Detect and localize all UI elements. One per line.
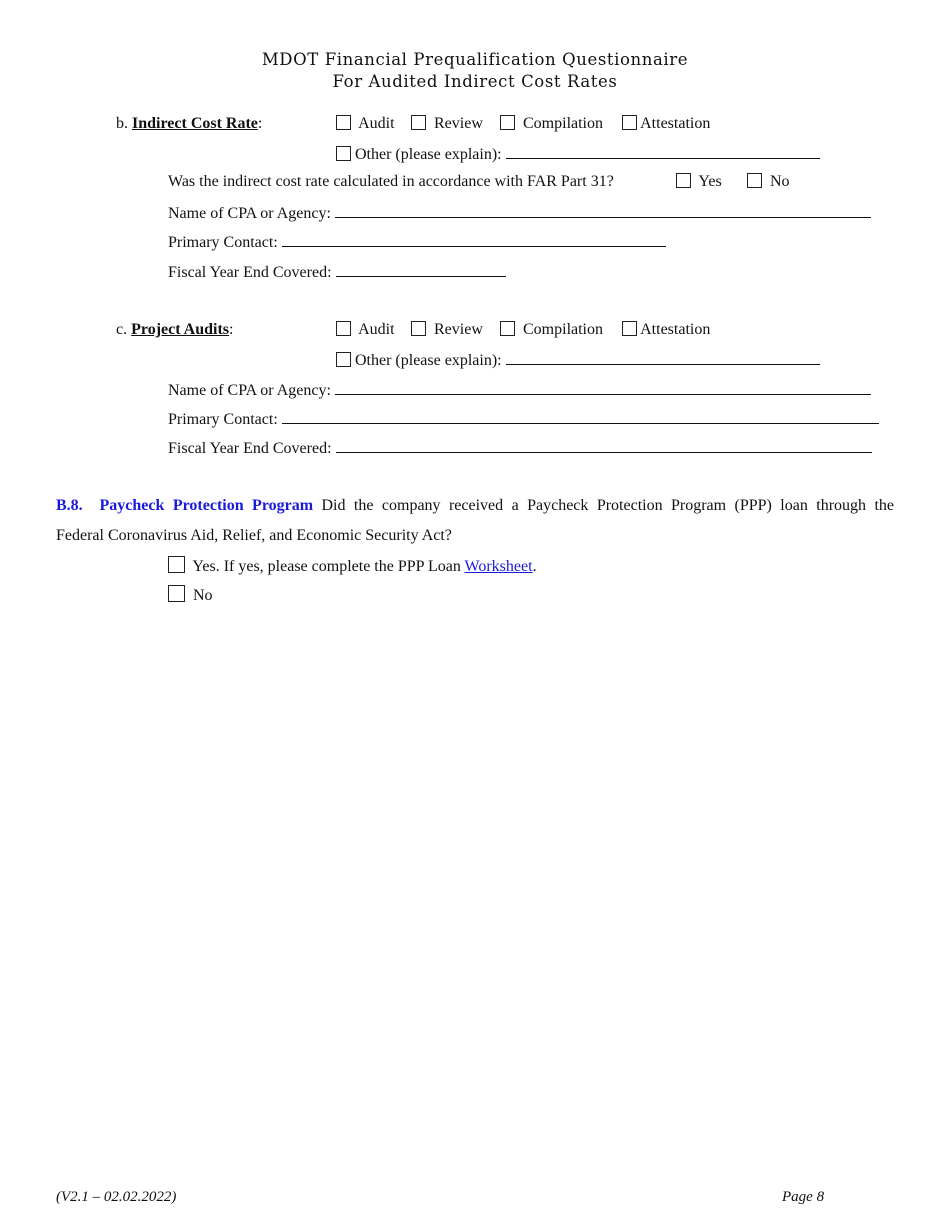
option-label: Attestation xyxy=(640,115,711,132)
section-c-label: Project Audits xyxy=(131,321,230,338)
section-c-option-review[interactable] xyxy=(411,321,483,339)
b8-question-line1 xyxy=(56,497,894,515)
option-label: Review xyxy=(434,321,483,338)
field-label: Fiscal Year End Covered: xyxy=(168,440,332,457)
b8-no-option[interactable] xyxy=(168,585,213,605)
checkbox[interactable] xyxy=(336,146,351,161)
checkbox[interactable] xyxy=(411,321,426,336)
checkbox[interactable] xyxy=(336,352,351,367)
option-label: Review xyxy=(434,115,483,132)
option-label: Audit xyxy=(358,115,395,132)
option-label: Yes. If yes, please complete the PPP Loan xyxy=(192,558,461,575)
checkbox[interactable] xyxy=(622,321,637,336)
checkbox[interactable] xyxy=(622,115,637,130)
checkbox[interactable] xyxy=(168,585,185,602)
primary-contact-field[interactable] xyxy=(282,232,666,247)
section-c-option-attestation[interactable] xyxy=(622,321,710,339)
checkbox[interactable] xyxy=(676,173,691,188)
section-b-option-review[interactable] xyxy=(411,115,483,133)
section-b-option-compilation[interactable] xyxy=(500,115,603,133)
cpa-agency-field[interactable] xyxy=(335,380,871,395)
option-label: Yes xyxy=(698,173,722,190)
checkbox[interactable] xyxy=(411,115,426,130)
section-b-option-attestation[interactable] xyxy=(622,115,710,133)
field-label: Name of CPA or Agency: xyxy=(168,205,331,222)
section-c-contact-row xyxy=(168,409,879,429)
section-c-cpa-row xyxy=(168,380,871,400)
section-b-option-audit[interactable] xyxy=(336,115,395,133)
checkbox[interactable] xyxy=(168,556,185,573)
section-b-prefix: b. xyxy=(116,115,128,132)
section-c-fiscal-row xyxy=(168,438,872,458)
other-explain-field[interactable] xyxy=(506,350,820,365)
b8-title: Paycheck Protection Program xyxy=(99,497,314,514)
section-b-cpa-row xyxy=(168,203,871,223)
worksheet-link[interactable]: Worksheet xyxy=(464,558,533,575)
option-label: Audit xyxy=(358,321,395,338)
section-b-heading xyxy=(116,115,262,133)
footer-version: (V2.1 – 02.02.2022) xyxy=(56,1189,177,1205)
fiscal-year-field[interactable] xyxy=(336,438,872,453)
option-label: Compilation xyxy=(523,321,603,338)
section-c-heading xyxy=(116,321,233,339)
cpa-agency-field[interactable] xyxy=(335,203,871,218)
checkbox[interactable] xyxy=(336,115,351,130)
footer-page-number: Page 8 xyxy=(782,1189,825,1205)
section-b-contact-row xyxy=(168,232,666,252)
field-label: Name of CPA or Agency: xyxy=(168,382,331,399)
far-no-option[interactable] xyxy=(747,173,790,191)
option-label: Other (please explain): xyxy=(355,146,502,163)
section-b-fiscal-row xyxy=(168,262,506,282)
checkbox[interactable] xyxy=(500,115,515,130)
section-b-option-other[interactable] xyxy=(336,144,820,164)
period: . xyxy=(532,558,537,575)
section-c-colon: : xyxy=(229,321,234,338)
option-label: Compilation xyxy=(523,115,603,132)
section-c-prefix: c. xyxy=(116,321,128,338)
b8-number: B.8. xyxy=(56,497,83,514)
checkbox[interactable] xyxy=(747,173,762,188)
checkbox[interactable] xyxy=(500,321,515,336)
option-label: Other (please explain): xyxy=(355,352,502,369)
field-label: Primary Contact: xyxy=(168,234,278,251)
b8-question-text: Did the company received a Paycheck Protection Program (PPP) loan through the xyxy=(321,497,895,514)
option-label: No xyxy=(770,173,790,190)
checkbox[interactable] xyxy=(336,321,351,336)
far-yes-option[interactable] xyxy=(676,173,722,191)
fiscal-year-field[interactable] xyxy=(336,262,506,277)
b8-question-line2: Federal Coronavirus Aid, Relief, and Economic Security Act? xyxy=(56,527,452,544)
document-title: MDOT Financial Prequalification Questionnaire xyxy=(261,50,689,69)
primary-contact-field[interactable] xyxy=(282,409,879,424)
option-label: Attestation xyxy=(640,321,711,338)
b8-yes-option[interactable] xyxy=(168,556,537,576)
section-c-option-other[interactable] xyxy=(336,350,820,370)
section-b-colon: : xyxy=(257,115,263,132)
option-label: No xyxy=(193,587,213,604)
far-question: Was the indirect cost rate calculated in accordance with FAR Part 31? xyxy=(168,173,614,190)
field-label: Fiscal Year End Covered: xyxy=(168,264,332,281)
field-label: Primary Contact: xyxy=(168,411,278,428)
section-b-label: Indirect Cost Rate xyxy=(132,115,258,132)
section-c-option-compilation[interactable] xyxy=(500,321,603,339)
section-c-option-audit[interactable] xyxy=(336,321,395,339)
document-subtitle: For Audited Indirect Cost Rates xyxy=(332,72,618,91)
other-explain-field[interactable] xyxy=(506,144,820,159)
